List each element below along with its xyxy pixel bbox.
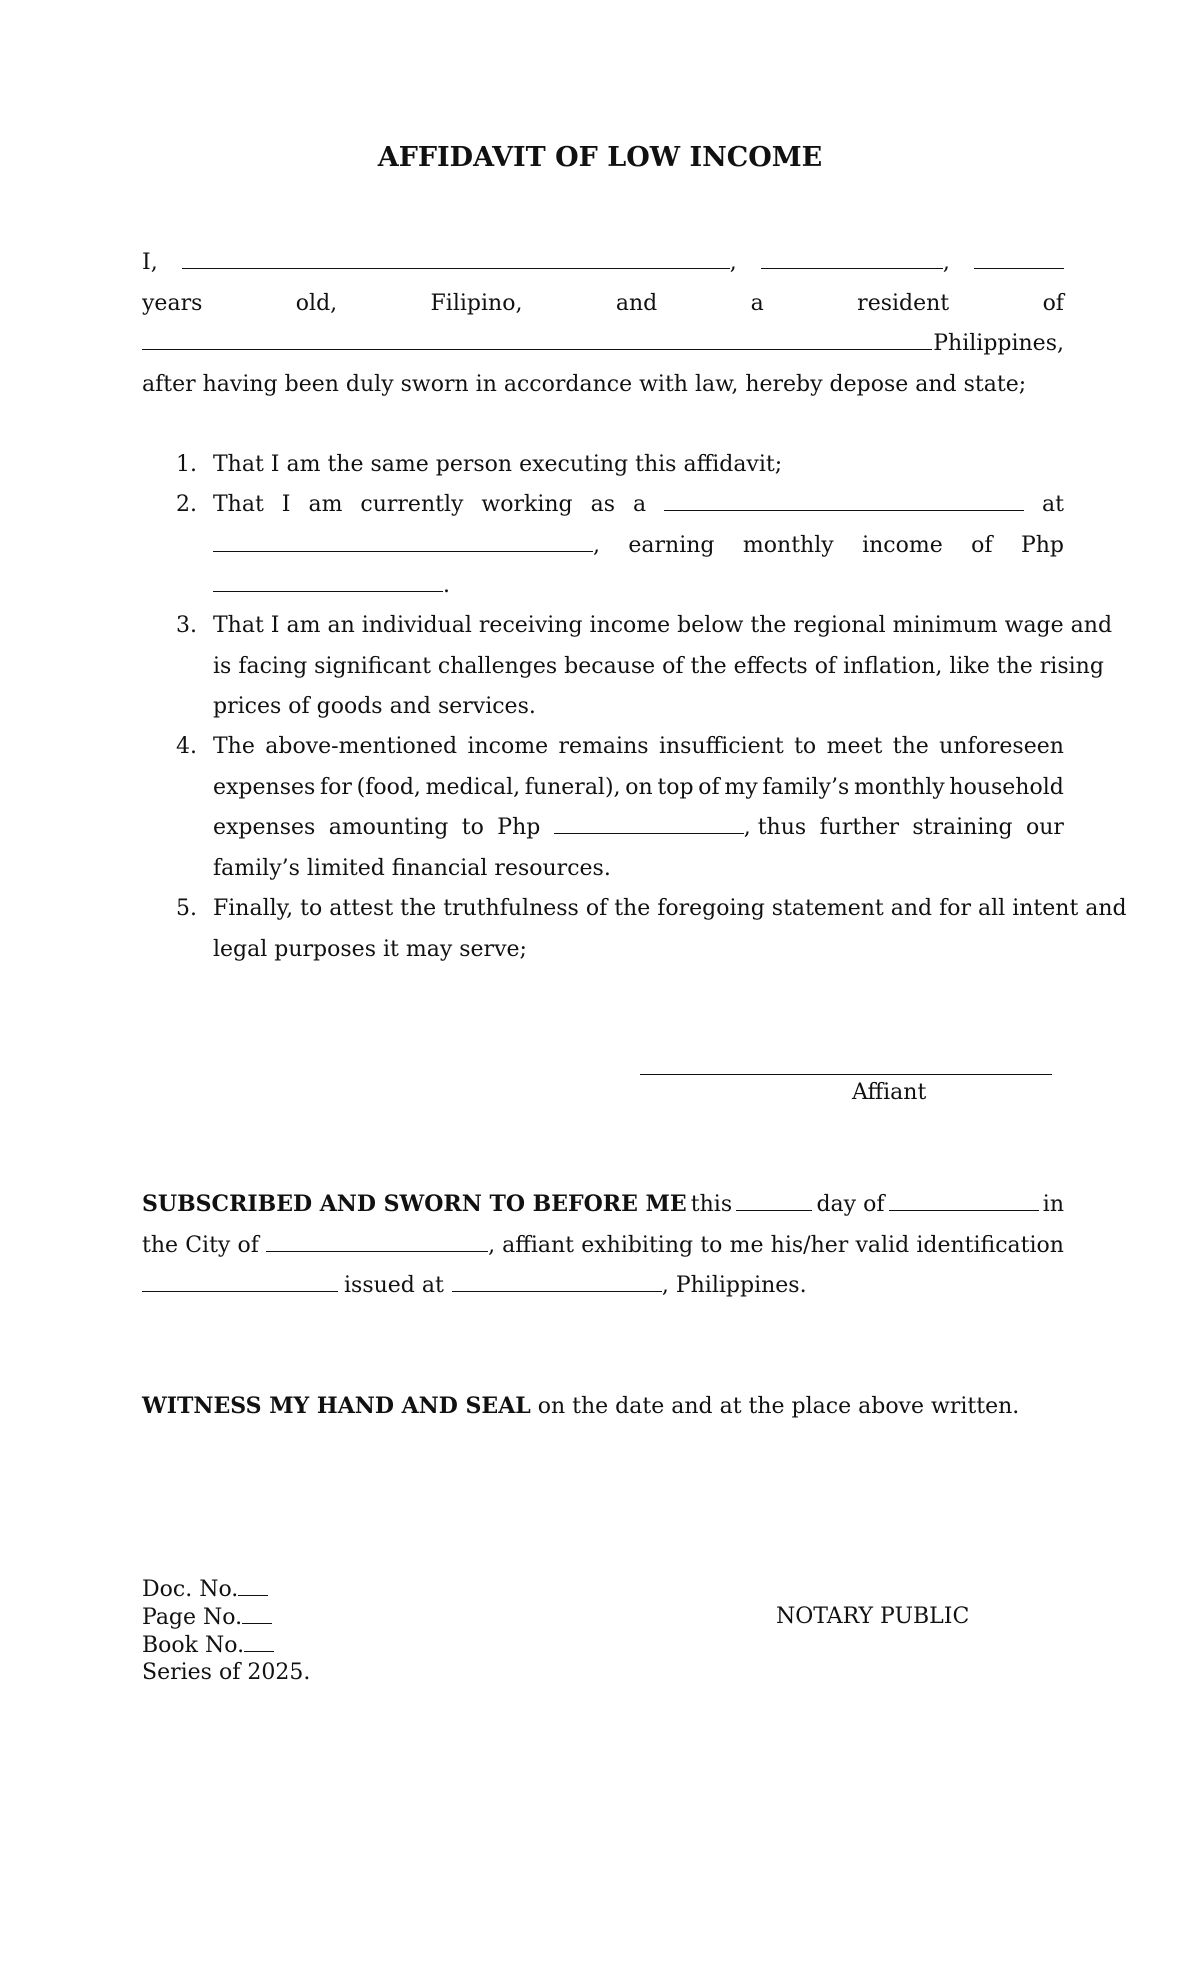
item-text: That I am the same person executing this affidavit; (213, 452, 783, 477)
item-2-line-2 (213, 526, 1064, 567)
item-number: 2. (176, 492, 197, 517)
document-title: AFFIDAVIT OF LOW INCOME (377, 142, 823, 173)
word: Philippines, (933, 331, 1064, 356)
word: and (615, 290, 658, 316)
jurat-line-1 (142, 1184, 1064, 1226)
witness-paragraph (142, 1386, 1064, 1428)
city-blank (266, 1229, 488, 1252)
word: , thus (743, 815, 807, 840)
word: to (461, 815, 484, 840)
word: currently (360, 492, 464, 517)
word: straining (912, 815, 1013, 840)
word: income (467, 734, 549, 759)
item-2-line-1 (213, 485, 1064, 526)
item-4-line-2 (213, 768, 1064, 809)
word: am (308, 492, 343, 517)
affiant-signature-line (640, 1074, 1052, 1075)
word: at (1042, 492, 1064, 517)
item-number: 4. (176, 734, 197, 759)
word: as (590, 492, 615, 517)
word: identification (916, 1232, 1064, 1258)
item-text: family’s limited financial resources. (213, 855, 611, 881)
notarial-register (142, 1575, 310, 1686)
period: . (443, 573, 450, 598)
comma: , (942, 250, 950, 275)
word: earning (628, 532, 715, 558)
witness-bold-text: WITNESS MY HAND AND SEAL (142, 1393, 531, 1419)
word: That (213, 492, 264, 517)
series-label: Series of 2025. (142, 1660, 311, 1685)
occupation-blank (664, 488, 1024, 511)
id-blank (142, 1269, 338, 1292)
civil-status-blank (761, 246, 943, 269)
word: family’s (762, 774, 850, 800)
item-number: 5. (176, 896, 197, 921)
word: me (729, 1232, 764, 1258)
word: years (142, 290, 203, 316)
word: medical, (425, 774, 521, 800)
doc-no-label: Doc. No. (142, 1577, 239, 1602)
word: working (481, 492, 573, 517)
word: old, (295, 290, 338, 316)
item-text: is facing significant challenges because of the effects of inflation, like the rising (213, 653, 1104, 679)
word: Php (497, 815, 541, 840)
word: this (690, 1192, 733, 1217)
word: monthly (742, 532, 834, 558)
jurat-line-3 (142, 1266, 1064, 1307)
item-text: Finally, to attest the truthfulness of the foregoing statement and for all intent and (213, 896, 1127, 921)
page-no-blank (242, 1603, 272, 1624)
witness-line (142, 1386, 1064, 1428)
word: to (700, 1232, 723, 1258)
witness-text: on the date and at the place above written. (530, 1394, 1020, 1419)
intro-line-3 (142, 324, 1064, 365)
word: resident (857, 290, 950, 316)
word: in (1042, 1192, 1064, 1217)
word: City (185, 1232, 231, 1258)
word: exhibiting (581, 1232, 694, 1258)
item-text: That I am an individual receiving income below the regional minimum wage and (213, 613, 1113, 638)
word: monthly (853, 774, 945, 800)
item-number: 1. (176, 452, 197, 477)
month-blank (889, 1188, 1039, 1211)
word: remains (558, 734, 649, 759)
word: of (971, 532, 993, 558)
word: of (237, 1232, 259, 1258)
word: to (794, 734, 817, 759)
word: above-mentioned (265, 734, 458, 759)
word: top (657, 774, 694, 800)
word: , Philippines. (661, 1273, 807, 1298)
word: The (213, 734, 255, 759)
doc-no-line (142, 1575, 310, 1603)
intro-i: I, (142, 250, 158, 275)
item-4-line-1 (213, 727, 1064, 768)
name-blank (182, 246, 730, 269)
day-blank (736, 1188, 812, 1211)
jurat-line-2 (142, 1226, 1064, 1267)
word: , affiant (488, 1232, 575, 1258)
intro-paragraph (142, 243, 1064, 405)
expenses-blank (554, 811, 744, 834)
issued-at-blank (452, 1269, 662, 1292)
address-blank (142, 327, 932, 350)
word: issued at (344, 1273, 444, 1298)
page-no-line (142, 1603, 310, 1631)
word: our (1026, 815, 1064, 840)
word: Filipino, (430, 290, 523, 316)
doc-no-blank (238, 1575, 268, 1596)
word: valid (855, 1232, 910, 1258)
word: of (1042, 290, 1064, 316)
word: income (862, 532, 943, 558)
jurat-paragraph (142, 1184, 1064, 1307)
book-no-blank (244, 1631, 274, 1652)
word: his/her (770, 1232, 849, 1258)
word: expenses (213, 774, 316, 800)
jurat-bold-text: SUBSCRIBED AND SWORN TO BEFORE ME (142, 1191, 687, 1217)
word: (food, (356, 774, 421, 800)
book-no-line (142, 1631, 310, 1659)
item-text: legal purposes it may serve; (213, 936, 527, 962)
employer-blank (213, 529, 593, 552)
word: of (698, 774, 720, 800)
word: a (750, 290, 764, 316)
intro-line-2 (142, 284, 1064, 325)
word: insufficient (658, 734, 784, 759)
affiant-label: Affiant (852, 1080, 927, 1105)
item-text: prices of goods and services. (213, 694, 536, 719)
age-blank (974, 246, 1064, 269)
word: the (142, 1232, 179, 1258)
word: my (724, 774, 758, 800)
word: funeral), (524, 774, 621, 800)
word: on (625, 774, 653, 800)
word: a (632, 492, 647, 517)
notary-public-label: NOTARY PUBLIC (776, 1604, 970, 1629)
word: for (320, 774, 352, 800)
item-number: 3. (176, 613, 197, 638)
word: amounting (328, 815, 449, 840)
word: Php (1020, 532, 1064, 558)
page-no-label: Page No. (142, 1605, 243, 1630)
word: I (281, 492, 291, 517)
intro-line-4: after having been duly sworn in accordance with law, hereby depose and state; (142, 371, 1027, 397)
word: day of (816, 1192, 885, 1217)
item-2-line-3 (213, 566, 1064, 607)
word: unforeseen (939, 734, 1064, 759)
comma: , (729, 250, 737, 275)
word: meet (826, 734, 883, 759)
word: the (892, 734, 929, 759)
item-4-line-3 (213, 808, 1064, 849)
word: household (949, 774, 1064, 800)
word: expenses (213, 815, 316, 840)
word: further (819, 815, 899, 840)
comma: , (593, 532, 600, 558)
income-blank (213, 569, 443, 592)
intro-line-1 (142, 243, 1064, 284)
book-no-label: Book No. (142, 1633, 245, 1658)
